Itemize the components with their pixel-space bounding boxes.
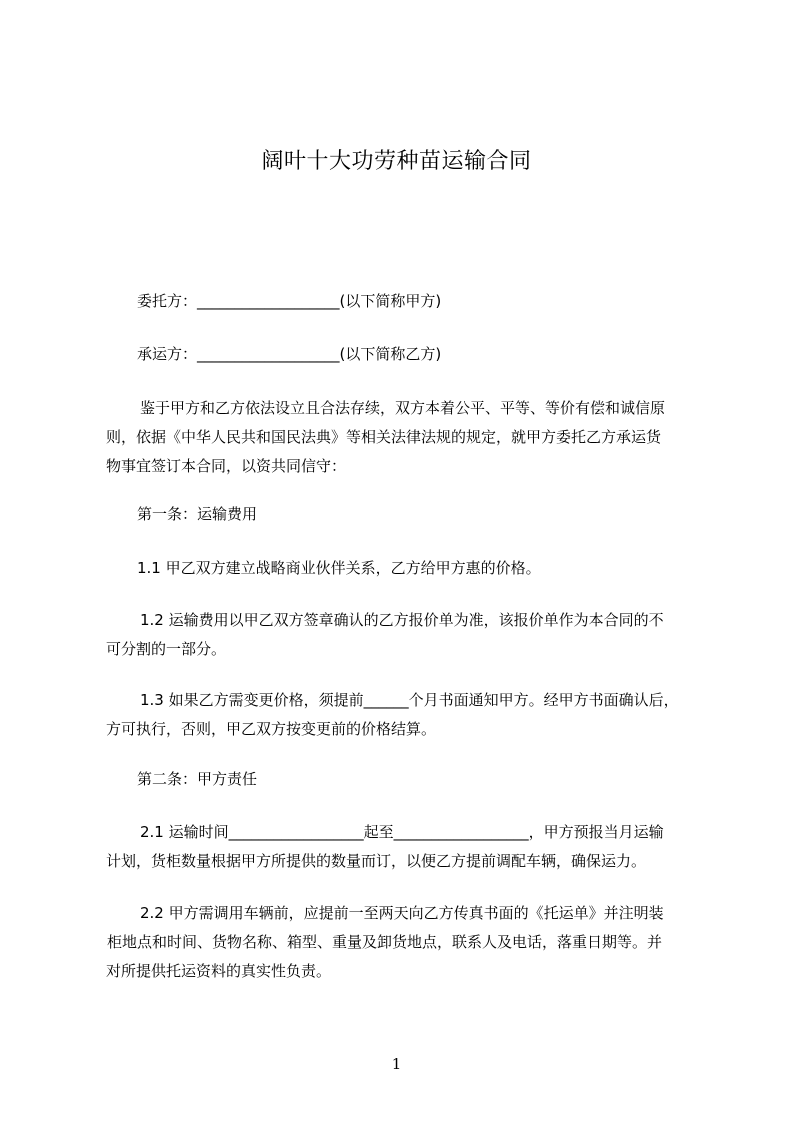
- clause-1-2: [106, 606, 702, 664]
- clause-line: 2.1 运输时间__________________起至__________________，甲方预报当月运输: [140, 823, 664, 841]
- article-2-heading: 第二条：甲方责任: [137, 770, 258, 788]
- clause-line: 柜地点和时间、货物名称、箱型、重量及卸货地点，联系人及电话，落重日期等。并: [107, 933, 663, 951]
- clause-line: 1.2 运输费用以甲乙双方签章确认的乙方报价单为准，该报价单作为本合同的不: [140, 611, 664, 629]
- clause-line: 计划，货柜数量根据甲方所提供的数量而订，以便乙方提前调配车辆，确保运力。: [106, 852, 647, 870]
- clause-1-3: [106, 686, 702, 744]
- page-title: 阔叶十大功劳种苗运输合同: [261, 149, 532, 174]
- preamble-line: 则，依据《中华人民共和国民法典》等相关法律法规的规定，就甲方委托乙方承运货: [106, 428, 662, 446]
- party-b-line: 承运方：___________________(以下简称乙方): [137, 345, 442, 363]
- clause-line: 2.2 甲方需调用车辆前，应提前一至两天向乙方传真书面的《托运单》并注明装: [140, 904, 664, 922]
- page-number: 1: [391, 1055, 402, 1073]
- preamble-line: 鉴于甲方和乙方依法设立且合法存续，双方本着公平、平等、等价有偿和诚信原: [140, 399, 666, 417]
- preamble-paragraph: [106, 394, 702, 481]
- party-a-line: 委托方：___________________(以下简称甲方): [137, 292, 442, 310]
- clause-1-1: 1.1 甲乙双方建立战略商业伙伴关系，乙方给甲方惠的价格。: [137, 559, 541, 577]
- article-1-heading: 第一条：运输费用: [137, 505, 258, 523]
- clause-2-1: [106, 818, 702, 876]
- clause-line: 可分割的一部分。: [106, 640, 227, 658]
- preamble-line: 物事宜签订本合同，以资共同信守：: [106, 457, 347, 475]
- clause-2-2: [106, 899, 702, 986]
- clause-line: 方可执行，否则，甲乙双方按变更前的价格结算。: [106, 720, 437, 738]
- clause-line: 1.3 如果乙方需变更价格，须提前______个月书面通知甲方。经甲方书面确认后，: [140, 691, 679, 709]
- clause-line: 对所提供托运资料的真实性负责。: [106, 962, 332, 980]
